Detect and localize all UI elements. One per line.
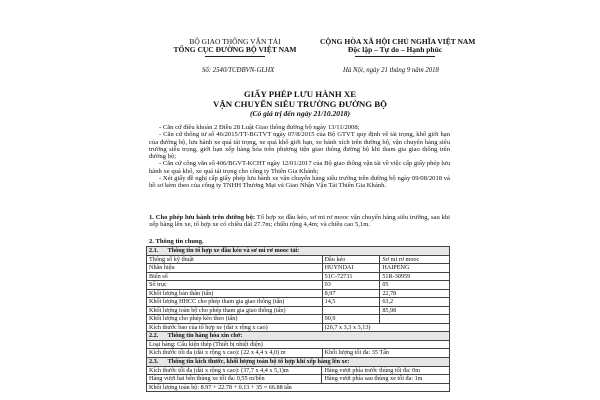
table-cell: 22,78 <box>380 289 450 298</box>
table-heading-text: Thông tin tổ hợp xe đầu kéo và sơ mi rơ mooc tải: <box>167 247 300 254</box>
document-title-line2: VẬN CHUYỂN SIÊU TRƯỜNG ĐƯỜNG BỘ <box>213 99 387 109</box>
table-cell: 51C-72731 <box>322 272 380 281</box>
table-row <box>147 272 450 281</box>
table-cell: 05 <box>380 281 450 290</box>
table-row <box>147 375 450 384</box>
cargo-info-table <box>146 331 450 358</box>
table-cell: Loại hàng: Cấu kiện thép (Thiết bị nhiệt điện) <box>147 340 450 349</box>
table-cell: 8,97 <box>322 289 380 298</box>
table-heading-number: 2.1. <box>149 247 159 254</box>
table-cell <box>322 306 380 315</box>
table-cell: Kích thước bao của tổ hợp xe (dài x rộng x cao) <box>147 323 323 332</box>
ministry-name: BỘ GIAO THÔNG VẬN TẢI <box>189 37 281 46</box>
table-cell: HUYNDAI <box>322 264 380 273</box>
table-cell: 03 <box>322 281 380 290</box>
table-cell: 51R-30959 <box>380 272 450 281</box>
table-cell: HAIPENG <box>380 264 450 273</box>
table-cell: Biển số <box>147 272 323 281</box>
header-right-rule <box>355 56 435 57</box>
table-row <box>147 306 450 315</box>
table-heading-text: Thông tin kích thước, khối lượng toàn bộ tổ hợp khi xếp hàng lên xe: <box>167 358 350 365</box>
column-header: Thông số kỹ thuật <box>147 255 323 264</box>
place-and-date: Hà Nội, ngày 21 tháng 9 năm 2018 <box>343 67 439 74</box>
table-cell: Hàng vượt hai bên thùng xe tối đa: 0,55 m/bên <box>147 375 322 384</box>
document-title-line1: GIẤY PHÉP LƯU HÀNH XE <box>243 89 357 99</box>
table-cell: Số trục <box>147 281 323 290</box>
agency-name: TỔNG CỤC ĐƯỜNG BỘ VIỆT NAM <box>173 45 297 54</box>
table-cell: Kích thước tối đa (dài x rộng x cao): (22 x 4,4 x 4,0) m <box>147 349 323 358</box>
table-cell: (26,7 x 3,3 x 3,13) <box>322 323 449 332</box>
table-cell: Hàng vượt phía sau thùng xe tối đa: 1m <box>322 375 450 384</box>
country-name: CỘNG HÒA XÃ HỘI CHỦ NGHĨA VIỆT NAM <box>320 37 476 46</box>
table-cell: Hàng vượt phía trước thùng tối đa: 0m <box>322 366 450 375</box>
preamble-item: - Căn cứ điều khoản 2 Điều 28 Luật Giao thông đường bộ ngày 13/11/2008; <box>159 124 360 131</box>
document-number: Số: 2540/TCĐBVN-GLHX <box>202 67 275 74</box>
preamble-item: - Xét giấy đề nghị cấp giấy phép lưu hành xe vận chuyển hàng siêu trường trên đường bộ ngày 09/08/2018 và hồ sơ kèm theo của công ty TNHH Thương Mại và Giao Nhận Vận Tải Thiên Gia Khánh. <box>149 175 450 190</box>
table-heading-text: Thông tin hàng hóa xin chở: <box>167 332 243 339</box>
table-row <box>147 281 450 290</box>
combination-dimensions-table <box>146 357 450 392</box>
table-heading-row <box>147 358 450 367</box>
table-cell: 63,2 <box>380 298 450 307</box>
table-row <box>147 315 450 324</box>
preamble-item: - Căn cứ thông tư số 46/2015/TT-BGTVT ngày 07/8/2015 của Bộ GTVT quy định về tải trọng, khổ giới hạn của đường bộ, lưu hành xe quá tải trọng, xe quá khổ giới hạn, xe bánh xích trên đường bộ, vận chuyển hàng siêu trường siêu trọng, giới hạn xếp hàng hóa trên phương tiện giao thông đường bộ khi tham gia giao thông trên đường bộ; <box>149 131 450 161</box>
table-heading-number: 2.3. <box>149 358 159 365</box>
section-2-label: 2. Thông tin chung. <box>149 238 204 245</box>
header-left-rule <box>205 56 265 57</box>
table-cell: 90,9 <box>322 315 380 324</box>
section-1 <box>149 214 450 229</box>
table-row <box>147 298 450 307</box>
table-cell: Khối lượng HHCC cho phép tham gia giao thông (tấn) <box>147 298 323 307</box>
table-cell: Khối lượng toàn bộ cho phép tham gia giao thông (tấn) <box>147 306 323 315</box>
column-header: Đầu kéo <box>322 255 380 264</box>
table-row <box>147 264 450 273</box>
table-row <box>147 340 450 349</box>
table-cell: Khối lượng cho phép kéo theo (tấn) <box>147 315 323 324</box>
table-cell: Nhãn hiệu <box>147 264 323 273</box>
preamble-item: - Căn cứ công văn số 406/BGVT-KCHT ngày 12/01/2017 của Bộ giao thông vận tải về việc cấp giấy phép lưu hành xe quá khổ, xe quá tải trọng cho công ty Thiên Gia Khánh; <box>149 160 450 175</box>
preamble <box>149 124 450 190</box>
table-cell: Khối lượng tối đa: 35 Tấn <box>322 349 449 358</box>
validity-date: (Có giá trị đến ngày 21/10.2018) <box>249 109 350 118</box>
table-row <box>147 289 450 298</box>
table-cell: 85,98 <box>380 306 450 315</box>
table-heading-row <box>147 247 450 256</box>
table-cell: Khối lượng bản thân (tấn) <box>147 289 323 298</box>
table-cell <box>380 315 450 324</box>
table-cell: Kích thước tối đa (dài x rộng x cao): (37,7 x 4,4 x 5,1)m <box>147 366 322 375</box>
section-1-label: 1. Cho phép lưu hành trên đường bộ: <box>149 214 256 221</box>
table-row <box>147 349 450 358</box>
table-header-row <box>147 255 450 264</box>
table-row <box>147 366 450 375</box>
national-motto: Độc lập – Tự do – Hạnh phúc <box>347 45 443 54</box>
vehicle-spec-table <box>146 246 450 332</box>
table-cell: Khối lượng toàn bộ: 8.97 + 22.78 + 0.13 + 35 = 66.88 tấn <box>147 383 450 392</box>
table-row <box>147 383 450 392</box>
table-heading-number: 2.2. <box>149 332 159 339</box>
column-header: Sơ mi rơ mooc <box>380 255 450 264</box>
section-1-text: Tổ hợp xe đầu kéo, sơ mi rơ mooc vận chuyển hàng siêu trường, sau khi xếp hàng lên xe, tổ hợp xe có chiều dài 27.7m; chiều rộng 4,4m; và chiều cao 5,1m. <box>149 214 450 229</box>
table-cell: 14,5 <box>322 298 380 307</box>
table-heading-row <box>147 332 450 341</box>
